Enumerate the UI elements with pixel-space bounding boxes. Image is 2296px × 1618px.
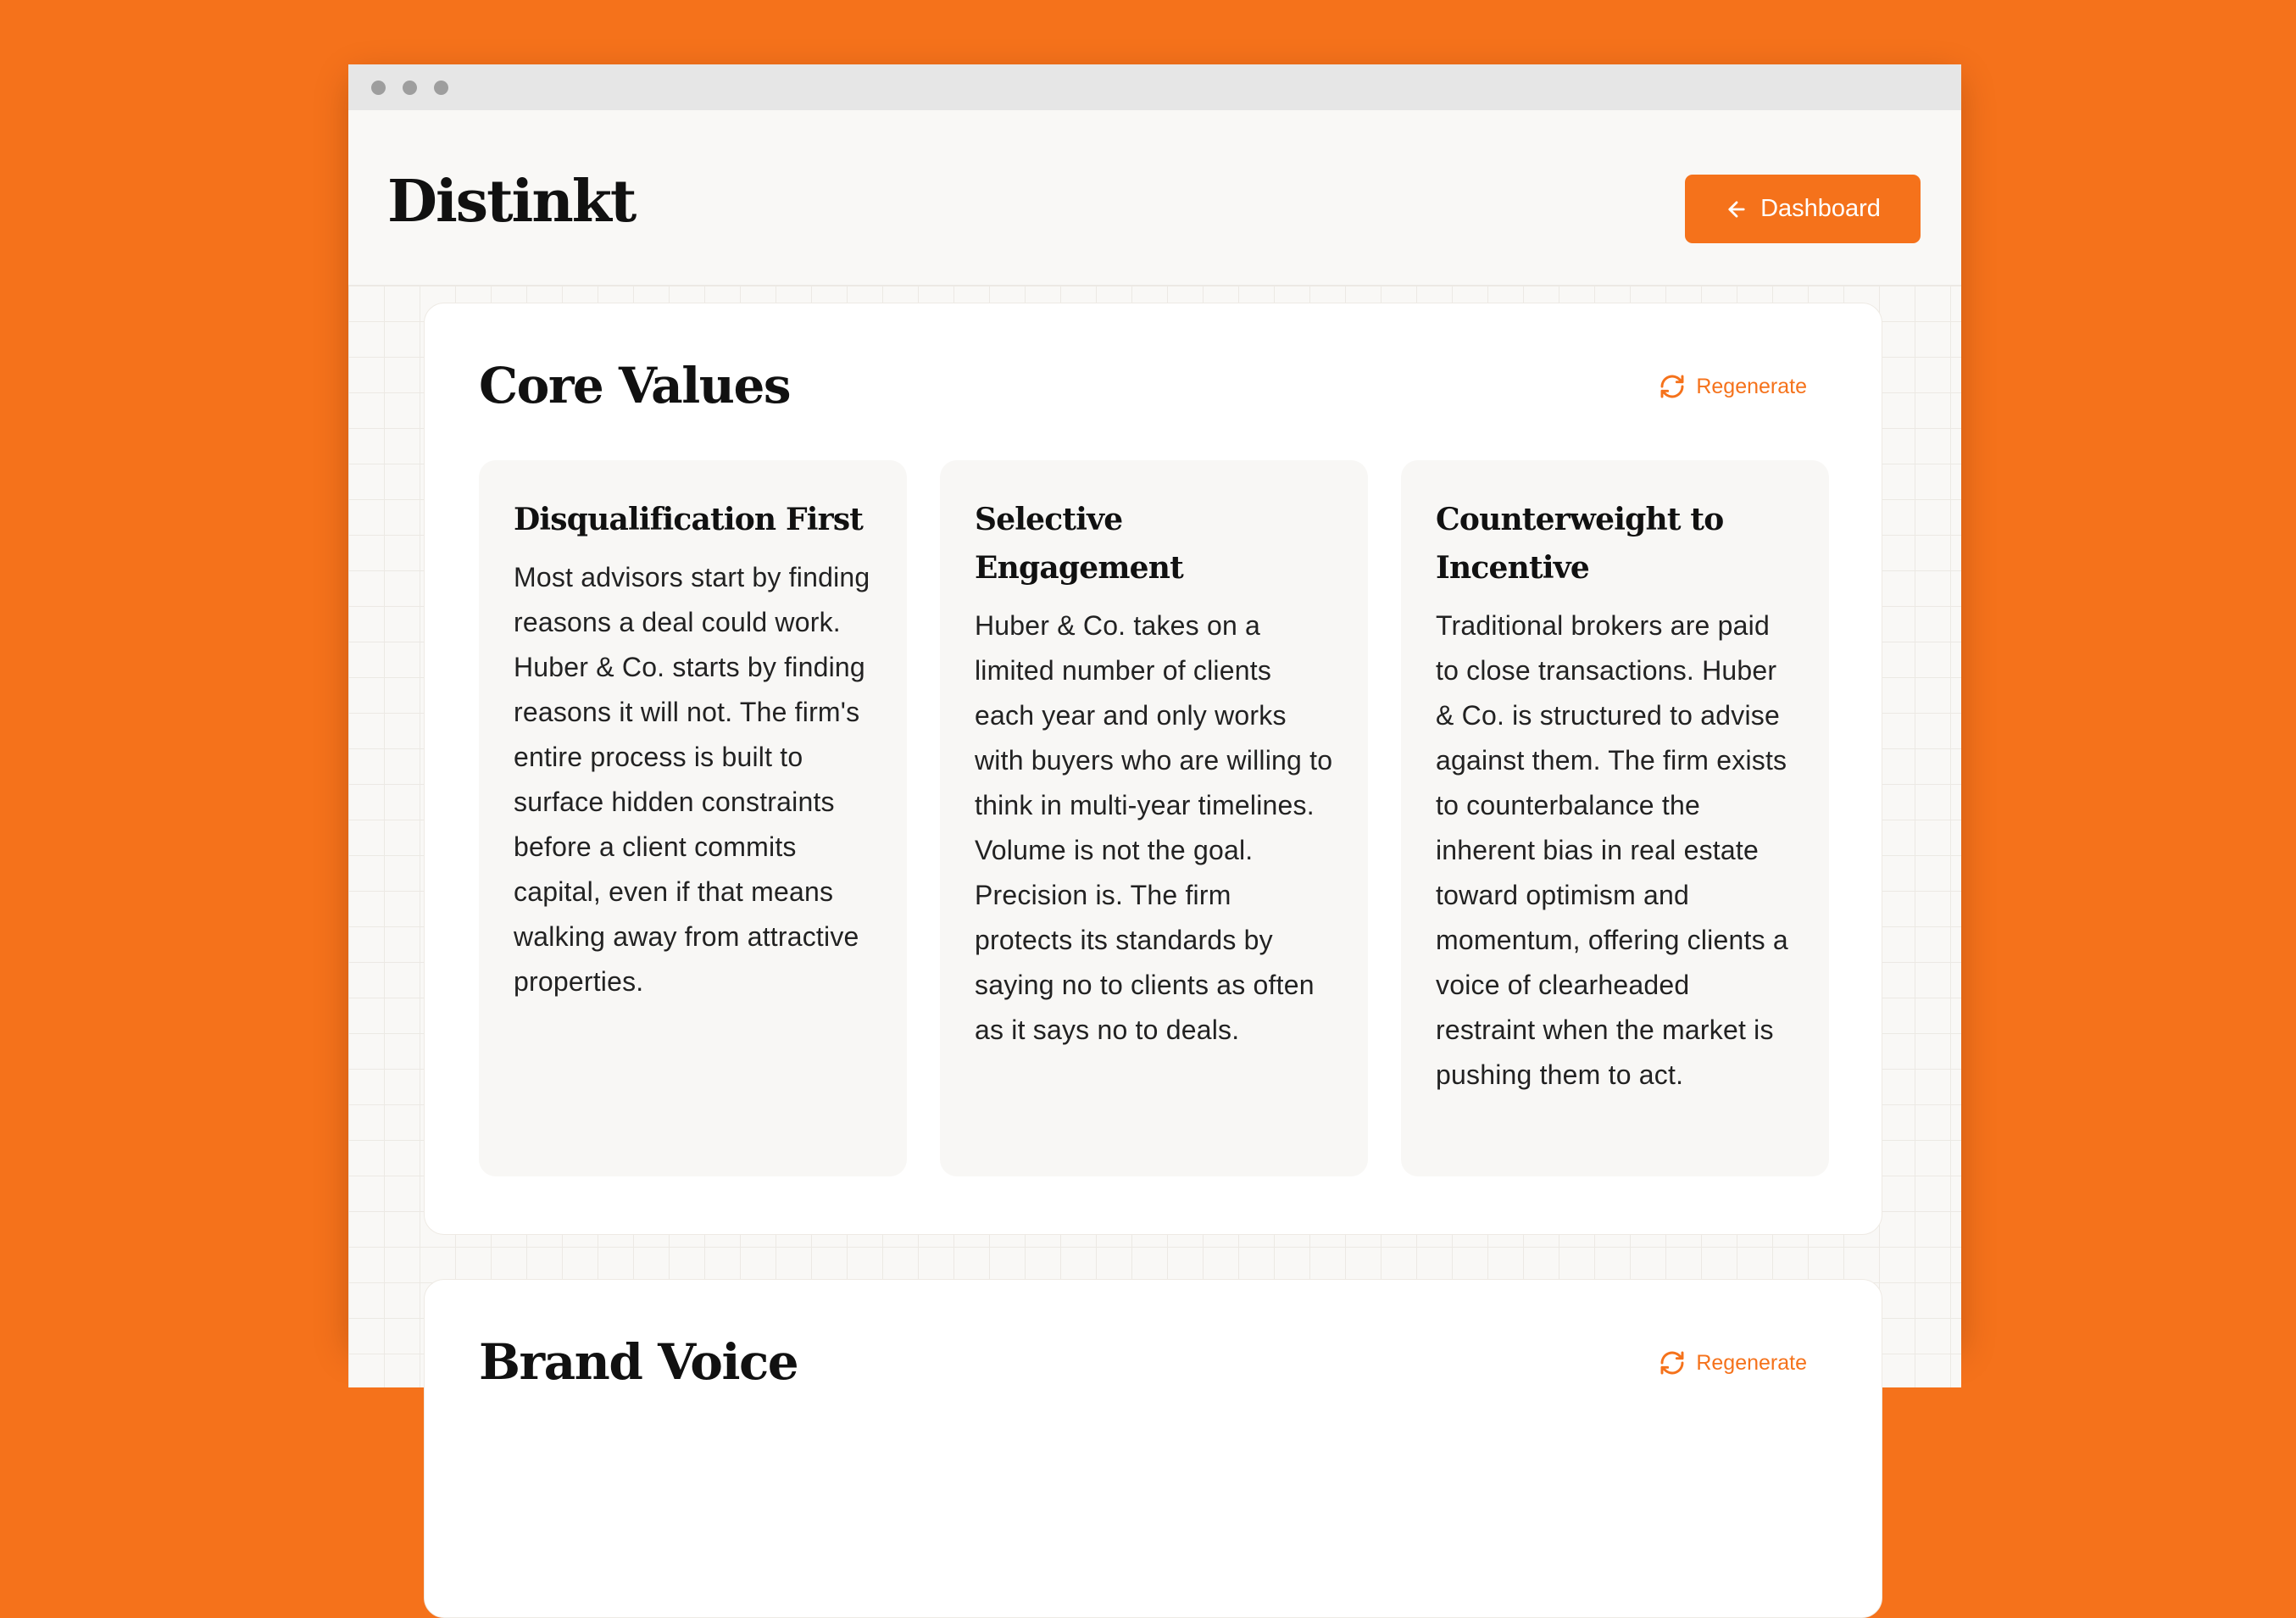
refresh-icon: [1659, 373, 1686, 400]
brand-voice-panel: [424, 1279, 1882, 1618]
value-card-title: Disqualification First: [514, 502, 864, 537]
section-title: Brand Voice: [479, 1333, 798, 1391]
dashboard-button[interactable]: [1685, 175, 1921, 243]
window-dot-maximize[interactable]: [434, 81, 448, 95]
dashboard-button-label: Dashboard: [1760, 195, 1881, 222]
value-cards: [479, 460, 1829, 1176]
regenerate-label: Regenerate: [1696, 1350, 1807, 1375]
window-titlebar: [348, 64, 1961, 110]
value-card-title: Counterweight to Incentive: [1436, 502, 1724, 586]
main-content: [348, 286, 1961, 1391]
value-card: [940, 460, 1368, 1176]
value-card-text: Most advisors start by finding reasons a deal could work. Huber & Co. starts by finding reasons it will not. The firm's entire process is built to surface hidden constraints before a client commits capital, even if that means walking away from attractive properties.: [514, 562, 870, 997]
window-dot-close[interactable]: [371, 81, 386, 95]
value-card-title: Selective Engagement: [975, 502, 1183, 586]
regenerate-label: Regenerate: [1696, 374, 1807, 398]
window-dot-minimize[interactable]: [403, 81, 417, 95]
regenerate-button[interactable]: [1659, 1349, 1807, 1376]
regenerate-button[interactable]: [1659, 373, 1807, 400]
value-card: [1401, 460, 1829, 1176]
brand-logo[interactable]: Distinkt: [387, 168, 636, 236]
arrow-left-icon: [1725, 197, 1748, 221]
value-card-text: Huber & Co. takes on a limited number of clients each year and only works with buyers who are willing to think in multi-year timelines. Volume is not the goal. Precision is. The firm protects its standards by saying no to clients as often as it says no to deals.: [975, 610, 1333, 1045]
value-card-text: Traditional brokers are paid to close transactions. Huber & Co. is structured to advise against them. The firm exists to counterbalance the inherent bias in real estate toward optimism and momentum, offering clients a voice of clearheaded restraint when the market is pushing them to act.: [1436, 610, 1788, 1090]
value-card: [479, 460, 907, 1176]
browser-window: [348, 64, 1961, 1391]
app-header: [348, 110, 1961, 286]
refresh-icon: [1659, 1349, 1686, 1376]
core-values-panel: [424, 303, 1882, 1235]
section-title: Core Values: [479, 357, 791, 414]
